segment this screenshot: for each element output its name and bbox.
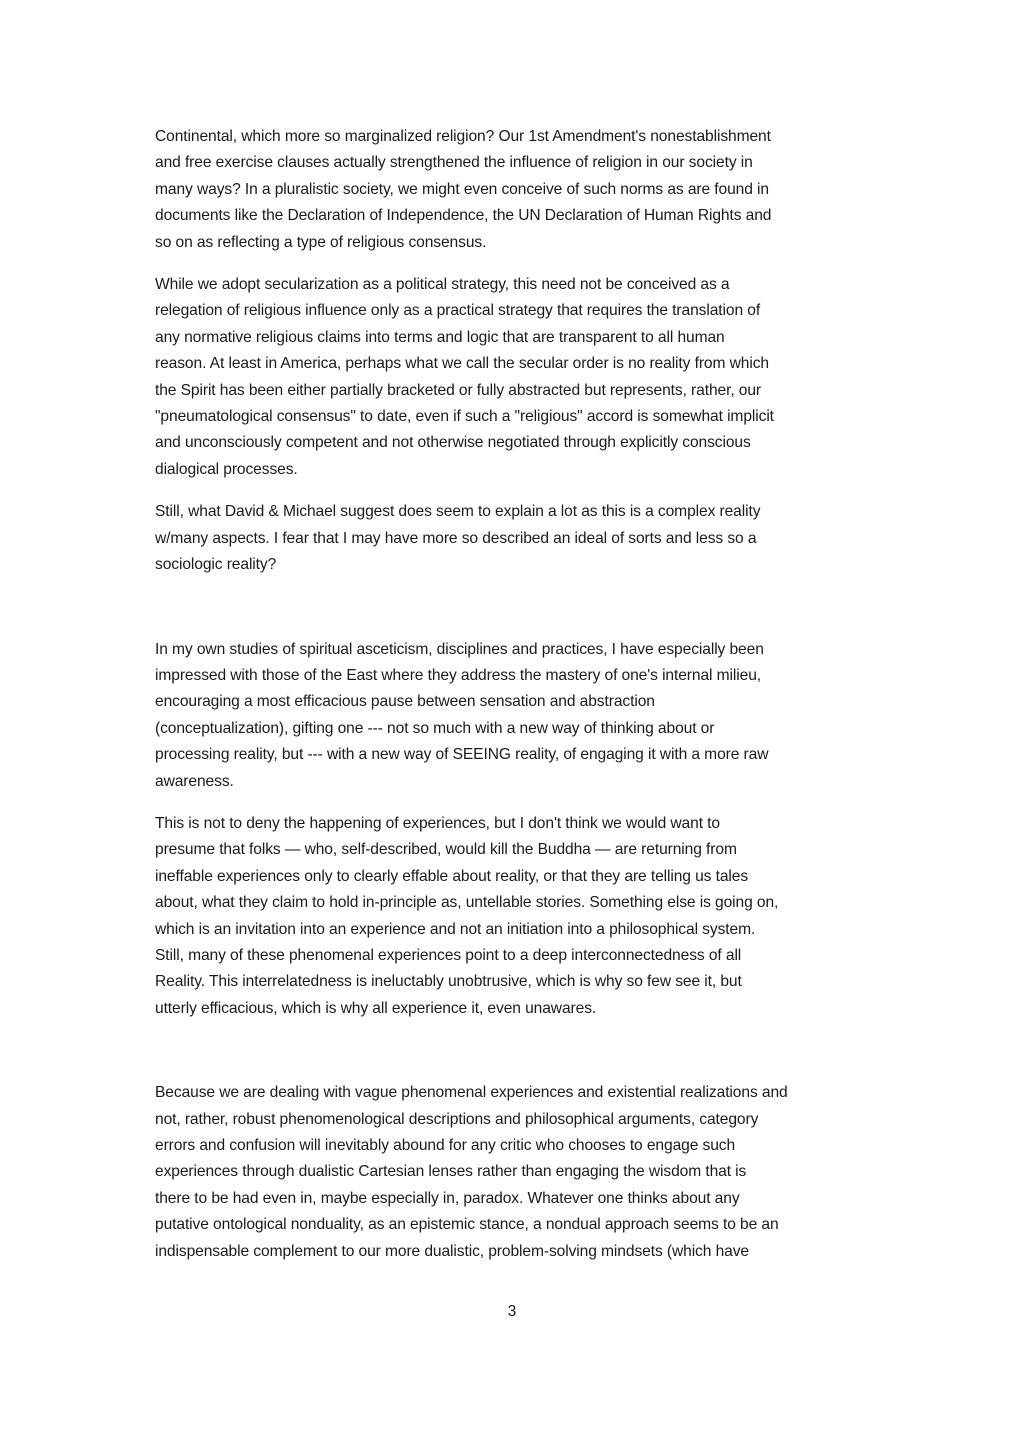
section-break: [155, 579, 871, 637]
paragraph-6: Because we are dealing with vague phenomenal experiences and existential realizations and not, rather, robust phenomenological descriptions and philosophical arguments, category errors and confusion will inevitably abound for any critic who chooses to engage such experiences through dualistic Cartesian lenses rather than engaging the wisdom that is there to be had even in, maybe especially in, paradox. Whatever one thinks about any putative ontological nonduality, as an epistemic stance, a nondual approach seems to be an indispensable complement to our more dualistic, problem-solving mindsets (which have: [155, 1084, 788, 1260]
paragraph-4: In my own studies of spiritual asceticism, disciplines and practices, I have especially been impressed with those of the East where they address the mastery of one's internal milieu, encouraging a most efficacious pause between sensation and abstraction (conceptualization), gifting one --- not so much with a new way of thinking about or processing reality, but --- with a new way of SEEING reality, of engaging it with a more raw awareness.: [155, 640, 769, 790]
section-break: [155, 1022, 871, 1080]
paragraph-spacer: [155, 483, 871, 499]
paragraph-1: Continental, which more so marginalized religion? Our 1st Amendment's nonestablishment and free exercise clauses actually strengthened the influence of religion in our society in many ways? In a pluralistic society, we might even conceive of such norms as are found in documents like the Declaration of Independence, the UN Declaration of Human Rights and so on as reflecting a type of religious consensus.: [155, 128, 772, 251]
page-body: [155, 124, 871, 1265]
paragraph-spacer: [155, 256, 871, 272]
paragraph-5: This is not to deny the happening of experiences, but I don't think we would want to presume that folks — who, self-described, would kill the Buddha — are returning from ineffable experiences only to clearly effable about reality, or that they are telling us tales about, what they claim to hold in-principle as, untellable stories. Something else is going on, which is an invitation into an experience and not an initiation into a philosophical system. Still, many of these phenomenal experiences point to a deep interconnectedness of all Reality. This interrelatedness is ineluctably unobtrusive, which is why so few see it, but utterly efficacious, which is why all experience it, even unawares.: [155, 814, 779, 1017]
paragraph-2: While we adopt secularization as a political strategy, this need not be conceived as a relegation of religious influence only as a practical strategy that requires the translation of any normative religious claims into terms and logic that are transparent to all human reason. At least in America, perhaps what we call the secular order is no reality from which the Spirit has been either partially bracketed or fully abstracted but represents, rather, our "pneumatological consensus" to date, even if such a "religious" accord is somewhat implicit and unconsciously competent and not otherwise negotiated through explicitly conscious dialogical processes.: [155, 276, 774, 478]
paragraph-3: Still, what David & Michael suggest does seem to explain a lot as this is a complex reality w/many aspects. I fear that I may have more so described an ideal of sorts and less so a sociologic reality?: [155, 503, 761, 574]
page-number: 3: [507, 1303, 517, 1320]
paragraph-spacer: [155, 795, 871, 811]
